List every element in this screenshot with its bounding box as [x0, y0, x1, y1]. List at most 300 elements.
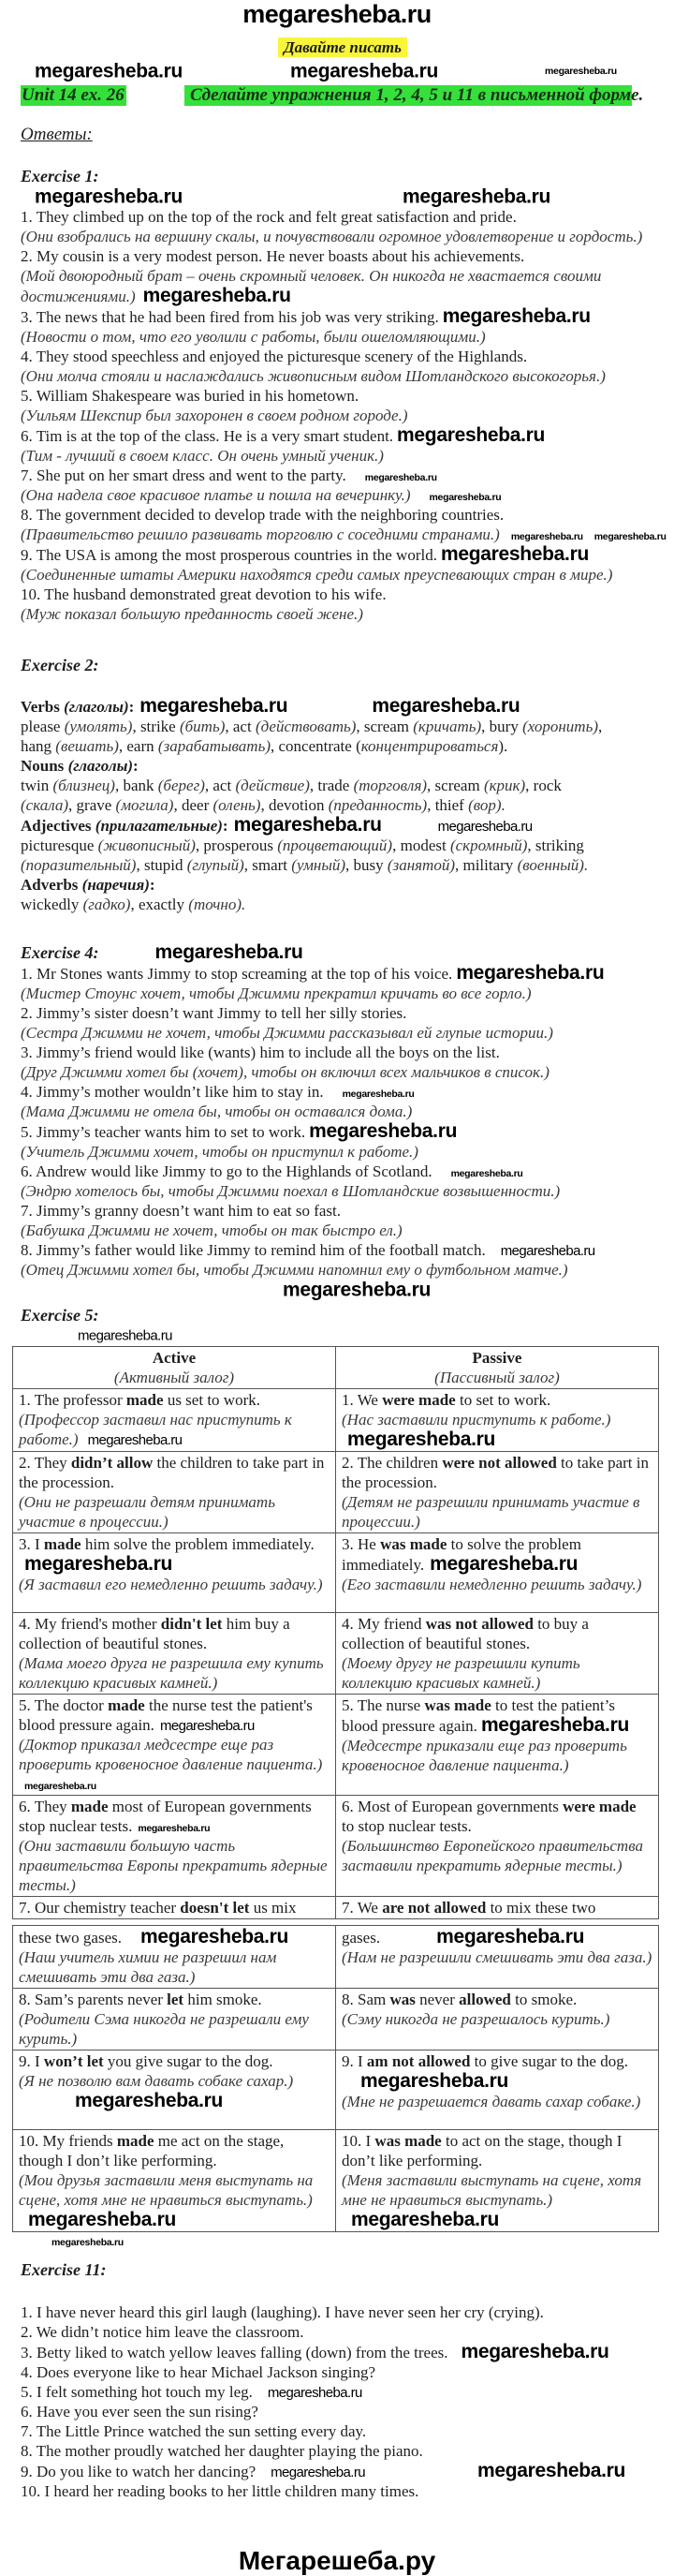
cell-translation-line: [342, 1492, 652, 1532]
cell-passive: [336, 1926, 659, 1989]
cell-english: [342, 1453, 652, 1492]
word-group-line: [21, 855, 667, 875]
watermark: megaresheba.ru: [477, 2460, 626, 2481]
text-segment: was: [389, 1991, 416, 2008]
text-segment: were made: [382, 1391, 456, 1409]
text-segment: концентрироваться: [360, 737, 499, 755]
text-segment: , act: [225, 718, 256, 735]
cell-translation-line: [342, 1410, 652, 1450]
list-item-line: [21, 2402, 667, 2421]
text-segment: am not allowed: [366, 2052, 471, 2070]
sentence-english-line: [21, 306, 667, 327]
watermark-row: [0, 1280, 674, 1300]
sentence-translation-line: [21, 1260, 667, 1280]
text-segment: the children to take part in the procession.: [19, 1454, 325, 1491]
text-segment: 9. I: [19, 2052, 44, 2070]
cell-passive: [336, 1533, 659, 1613]
sentence-translation-line: [21, 525, 667, 544]
cell-active: [13, 2050, 336, 2130]
text-segment: was made: [374, 2132, 442, 2150]
sentence-translation: (Сестра Джимми не хочет, чтобы Джимми рассказывал ей глупые истории.): [21, 1024, 553, 1042]
watermark: megaresheba.ru: [51, 2236, 124, 2248]
text-segment: (вор).: [468, 796, 506, 814]
sentence-english: 4. They stood speechless and enjoyed the picturesque scenery of the Highlands.: [21, 348, 528, 365]
text-segment: :: [149, 876, 155, 894]
text-segment: made: [116, 2132, 154, 2150]
list-item-line: [21, 2322, 667, 2342]
text-segment: him solve the problem immediately.: [81, 1535, 315, 1553]
cell-translation: (Они не разрешали детям принимать участие в процессии.): [19, 1493, 275, 1531]
cell-english: [19, 1797, 330, 1836]
text-segment: wickedly: [21, 896, 83, 913]
text-segment: to mix these two: [486, 1899, 596, 1917]
cell-translation-line: [19, 2170, 330, 2230]
cell-english: [19, 2051, 330, 2071]
cell-passive: [336, 1613, 659, 1695]
watermark: megaresheba.ru: [267, 2385, 362, 2401]
word-group-line: [21, 836, 667, 855]
watermark-row: [0, 1325, 674, 1346]
text-segment: won’t let: [43, 2052, 104, 2070]
sentence-english: 8. Jimmy’s father would like Jimmy to remind him of the football match.: [21, 1241, 486, 1259]
sentence-english-line: [21, 1162, 667, 1181]
cell-translation-line: [19, 1735, 330, 1794]
sentence-english: 9. The USA is among the most prosperous countries in the world.: [21, 546, 437, 564]
sentence-translation: (Мой двоюродный брат – очень скромный человек. Он никогда не хвастается своими достижениями.): [21, 267, 602, 305]
cell-english: [342, 1797, 652, 1836]
text-segment: made: [43, 1535, 81, 1553]
list-item-line: [21, 2461, 667, 2481]
text-segment: 6. They: [19, 1798, 71, 1815]
sentence-translation-line: [21, 227, 667, 246]
word-group-line: [21, 776, 667, 795]
watermark-row: [0, 2232, 674, 2253]
text-segment: didn’t allow: [70, 1454, 154, 1472]
watermark: megaresheba.ru: [309, 1120, 458, 1142]
exercise-5-table: [12, 1346, 659, 1919]
cell-english: [19, 1453, 330, 1492]
cell-translation: (Они заставили большую часть правительства Европы прекратить ядерные тесты.): [19, 1837, 328, 1894]
cell-active: [13, 1897, 336, 1919]
table-row: [13, 1533, 659, 1613]
list-item: 3. Betty liked to watch yellow leaves falling (down) from the trees.: [21, 2344, 448, 2361]
exercise-5-tables: [12, 1346, 658, 2232]
text-segment: , bury: [481, 718, 523, 735]
list-item: 6. Have you ever seen the sun rising?: [21, 2403, 258, 2421]
text-segment: (занятой): [387, 856, 455, 874]
list-item: [21, 1240, 667, 1280]
sentence-translation: (Соединенные штаты Америки находятся среди самых преуспевающих стран в мире.): [21, 566, 613, 584]
header-subtitle: (Пассивный залог): [434, 1369, 560, 1386]
text-segment: twin: [21, 777, 53, 794]
watermark: megaresheba.ru: [593, 531, 667, 542]
watermark: megaresheba.ru: [372, 695, 520, 717]
list-item: [21, 1082, 667, 1121]
watermark: megaresheba.ru: [290, 60, 439, 82]
text-segment: these two gases.: [19, 1929, 123, 1947]
text-segment: made: [70, 1798, 109, 1815]
sentence-translation-line: [21, 565, 667, 585]
sentence-english-line: [21, 466, 667, 485]
text-segment: 3. He: [342, 1535, 381, 1553]
text-segment: (хоронить): [522, 718, 598, 735]
cell-translation: (Нас заставили приступить к работе.): [342, 1411, 611, 1429]
text-segment: (близнец): [52, 777, 115, 794]
table-row: [13, 1989, 659, 2050]
sentence-english: 7. She put on her smart dress and went to the party.: [21, 466, 346, 484]
watermark: megaresheba.ru: [456, 962, 605, 984]
cell-english: [342, 1898, 652, 1917]
sentence-translation-line: [21, 604, 667, 624]
text-segment: (крик): [483, 777, 526, 794]
cell-passive: [336, 1796, 659, 1897]
text-segment: (действовать): [255, 718, 357, 735]
watermark: megaresheba.ru: [283, 1279, 432, 1301]
watermark: megaresheba.ru: [480, 1714, 629, 1736]
sentence-translation: (Мама Джимми не отела бы, чтобы он оставался дома.): [21, 1103, 413, 1120]
text-segment: Adjectives: [21, 817, 95, 835]
cell-translation: (Родители Сэма никогда не разрешали ему курить.): [19, 2010, 309, 2048]
watermark: megaresheba.ru: [342, 1088, 415, 1100]
word-group-line: [21, 756, 667, 776]
exercise-4-heading-row: [21, 942, 674, 963]
text-segment: , concentrate (: [270, 737, 361, 755]
sentence-translation-line: [21, 406, 667, 425]
sentence-english-line: [21, 246, 667, 266]
sentence-translation: (Муж показал большую преданность своей жене.): [21, 605, 363, 623]
assignment-instruction: Сделайте упражнения 1, 2, 4, 5 и 11 в письменной форме.: [184, 85, 632, 106]
watermark: megaresheba.ru: [138, 1823, 211, 1834]
sentence-translation: (Правительство решило развивать торговлю с соседними странами.): [21, 526, 500, 543]
word-group-line: [21, 895, 667, 914]
watermark: megaresheba.ru: [75, 2090, 224, 2111]
sentence-english: 2. Jimmy’s sister doesn’t want Jimmy to tell her silly stories.: [21, 1004, 407, 1022]
cell-english: [19, 1614, 330, 1653]
cell-english: [342, 1927, 652, 1947]
cell-translation: (Мне не разрешается давать сахар собаке.): [342, 2093, 641, 2110]
sentence-english-line: [21, 1082, 667, 1102]
sentence-translation-line: [21, 327, 667, 347]
text-segment: (прилагательные): [95, 817, 223, 835]
text-segment: 8. Sam: [342, 1991, 390, 2008]
list-item: [21, 246, 667, 306]
text-segment: to test the patient’s blood pressure again.: [342, 1696, 615, 1735]
text-segment: please: [21, 718, 65, 735]
sentence-english-line: [21, 585, 667, 604]
footer-logo[interactable]: Мегарешеба.ру: [238, 2546, 436, 2575]
watermark: megaresheba.ru: [351, 2209, 500, 2230]
watermark: megaresheba.ru: [24, 1781, 96, 1792]
sentence-translation: (Отец Джимми хотел бы, чтобы Джимми напомнил ему о футбольном матче.): [21, 1261, 568, 1279]
text-segment: , busy: [345, 856, 388, 874]
table-row: [13, 1897, 659, 1919]
list-item: [21, 347, 667, 386]
sentence-english: 6. Tim is at the top of the class. He is a very smart student.: [21, 427, 394, 445]
text-segment: , modest: [392, 836, 450, 854]
list-item: 2. We didn’t notice him leave the classroom.: [21, 2323, 304, 2341]
text-segment: , devotion: [260, 796, 329, 814]
list-item: 7. The Little Prince watched the sun setting every day.: [21, 2422, 367, 2440]
watermark: megaresheba.ru: [440, 543, 589, 565]
text-segment: him smoke.: [183, 1991, 262, 2008]
header-active: [13, 1347, 336, 1389]
text-segment: doesn't let: [180, 1899, 250, 1917]
exercise-5-heading: Exercise 5:: [21, 1306, 99, 1325]
text-segment: , stupid: [136, 856, 187, 874]
cell-translation-line: [19, 1492, 330, 1532]
section-title: Давайте писать: [278, 37, 407, 57]
cell-english: [19, 1534, 330, 1575]
sentence-english-line: [21, 1003, 667, 1023]
cell-translation-line: [19, 1836, 330, 1895]
text-segment: 2. The children: [342, 1454, 443, 1472]
text-segment: (точно).: [188, 896, 246, 913]
watermark: megaresheba.ru: [35, 60, 183, 82]
text-segment: , scream: [427, 777, 484, 794]
text-segment: 10. My friends: [19, 2132, 117, 2150]
text-segment: (процветающий): [277, 836, 393, 854]
watermark: megaresheba.ru: [429, 492, 502, 503]
exercise-1-list: [21, 207, 667, 624]
exercise-2-word-groups: [21, 696, 667, 914]
header-passive: [336, 1347, 659, 1389]
cell-english: [342, 1614, 652, 1653]
sentence-english-line: [21, 1121, 667, 1142]
cell-translation-line: [342, 1736, 652, 1775]
cell-translation-line: [342, 2009, 652, 2029]
list-item: [21, 425, 667, 466]
word-group-line: [21, 696, 667, 717]
sentence-translation-line: [21, 1102, 667, 1121]
list-item: [21, 1043, 667, 1082]
watermark-row: [0, 186, 674, 207]
exercise-4-heading: Exercise 4:: [21, 943, 99, 962]
watermark: megaresheba.ru: [24, 1553, 173, 1575]
watermark: megaresheba.ru: [403, 185, 551, 208]
text-segment: Verbs: [21, 698, 65, 716]
text-segment: 7. We: [342, 1899, 383, 1917]
cell-translation-line: [342, 2170, 652, 2230]
watermark: megaresheba.ru: [510, 531, 583, 542]
watermark: megaresheba.ru: [397, 424, 546, 446]
sentence-english-line: [21, 505, 667, 525]
text-segment: was made: [380, 1535, 447, 1553]
cell-english: [342, 2131, 652, 2170]
exercise-11-list: [21, 2302, 667, 2501]
cell-translation: (Мои друзья заставили меня выступать на сцене, хотя мне не нравиться выступать.): [19, 2171, 314, 2209]
text-segment: , smart: [243, 856, 292, 874]
exercise-11-heading: Exercise 11:: [21, 2260, 107, 2279]
text-segment: was not allowed: [425, 1615, 534, 1633]
cell-english: [342, 1990, 652, 2009]
table-row: [13, 2130, 659, 2232]
cell-english: [342, 1390, 652, 1410]
text-segment: , striking: [527, 836, 584, 854]
text-segment: to stop nuclear tests.: [342, 1817, 472, 1835]
table-header-row: [13, 1347, 659, 1389]
cell-english: [19, 1390, 330, 1410]
table-row: [13, 2050, 659, 2130]
cell-translation-line: [342, 1575, 652, 1594]
text-segment: (скромный): [449, 836, 528, 854]
sentence-english-line: [21, 347, 667, 366]
assignment-row: [0, 85, 674, 106]
site-logo[interactable]: megaresheba.ru: [242, 0, 432, 28]
cell-translation-line: [342, 1947, 652, 1967]
cell-translation-line: [19, 1575, 330, 1594]
text-segment: (живописный): [97, 836, 196, 854]
answers-heading: Ответы:: [21, 125, 93, 144]
watermark: megaresheba.ru: [347, 1429, 496, 1450]
list-item: [21, 1162, 667, 1201]
list-item: 9. Do you like to watch her dancing?: [21, 2463, 256, 2480]
sentence-translation-line: [21, 984, 667, 1003]
watermark: megaresheba.ru: [442, 305, 591, 327]
sentence-translation: (Они молча стояли и наслаждались живописным видом Шотландского высокогорья.): [21, 367, 606, 385]
text-segment: us set to work.: [163, 1391, 260, 1409]
cell-english: [19, 2131, 330, 2170]
watermark: megaresheba.ru: [271, 2465, 365, 2480]
sentence-english: 8. The government decided to develop trade with the neighboring countries.: [21, 506, 505, 524]
cell-english: [342, 2051, 652, 2092]
text-segment: (действие): [235, 777, 310, 794]
word-group-line: [21, 795, 667, 815]
sentence-translation: (Тим - лучший в своем класс. Он очень умный ученик.): [21, 447, 384, 465]
sentence-english-line: [21, 963, 667, 984]
cell-translation-line: [342, 2092, 652, 2111]
cell-english: [342, 1695, 652, 1736]
text-segment: to smoke.: [510, 1991, 578, 2008]
watermark: megaresheba.ru: [87, 1432, 183, 1448]
cell-active: [13, 1452, 336, 1533]
text-segment: , scream: [356, 718, 414, 735]
cell-english: [19, 1990, 330, 2009]
list-item: [21, 207, 667, 246]
text-segment: (гадко): [82, 896, 131, 913]
text-segment: 4. My friend: [342, 1615, 426, 1633]
list-item: [21, 386, 667, 425]
cell-active: [13, 2130, 336, 2232]
sentence-english: 6. Andrew would like Jimmy to go to the Highlands of Scotland.: [21, 1162, 432, 1180]
watermark: megaresheba.ru: [360, 2070, 509, 2092]
text-segment: , exactly: [130, 896, 189, 913]
text-segment: to take part in the procession.: [342, 1454, 649, 1491]
text-segment: , grave: [68, 796, 116, 814]
text-segment: Nouns: [21, 757, 68, 775]
sentence-translation: (Уильям Шекспир был захоронен в своем родном городе.): [21, 407, 408, 424]
list-item: 10. I heard her reading books to her little children many times.: [21, 2482, 419, 2500]
sentence-translation-line: [21, 266, 667, 306]
sentence-english-line: [21, 1043, 667, 1062]
text-segment: (вешать): [55, 737, 119, 755]
sentence-english: 1. Mr Stones wants Jimmy to stop screaming at the top of his voice.: [21, 965, 453, 983]
text-segment: 5. The nurse: [342, 1696, 425, 1714]
sentence-translation: (Бабушка Джимми не хочет, чтобы он так быстро ел.): [21, 1221, 403, 1239]
cell-translation: (Наш учитель химии не разрешил нам смешивать эти два газа.): [19, 1948, 277, 1986]
list-item: [21, 963, 667, 1003]
table-row: [13, 1452, 659, 1533]
watermark: megaresheba.ru: [78, 1327, 172, 1344]
text-segment: (глаголы): [64, 698, 129, 716]
text-segment: picturesque: [21, 836, 98, 854]
text-segment: (зарабатывать): [157, 737, 271, 755]
cell-active: [13, 1533, 336, 1613]
cell-translation: (Профессор заставил нас приступить к работе.): [19, 1411, 292, 1448]
sentence-translation: (Друг Джимми хотел бы (хочет), чтобы он включил всех мальчиков в список.): [21, 1063, 549, 1081]
cell-active: [13, 1695, 336, 1796]
text-segment: to buy a collection of beautiful stones.: [342, 1615, 589, 1652]
text-segment: , strike: [132, 718, 180, 735]
text-segment: me act on the stage, though I don’t like performing.: [19, 2132, 285, 2169]
sentence-english: 7. Jimmy’s granny doesn’t want him to eat so fast.: [21, 1202, 342, 1220]
word-group-line: [21, 736, 667, 756]
sentence-translation-line: [21, 1142, 667, 1162]
list-item-line: [21, 2362, 667, 2382]
unit-label: Unit 14 ex. 26: [21, 85, 126, 106]
text-segment: (военный).: [517, 856, 589, 874]
text-segment: you give sugar to the dog.: [103, 2052, 273, 2070]
watermark: megaresheba.ru: [140, 1926, 289, 1947]
cell-translation: (Детям не разрешили принимать участие в процессии.): [342, 1493, 640, 1531]
text-segment: made: [125, 1391, 164, 1409]
cell-passive: [336, 1452, 659, 1533]
sentence-english: 5. Jimmy’s teacher wants him to set to work.: [21, 1123, 306, 1141]
cell-translation: (Большинство Европейского правительства заставили прекратить ядерные тесты.): [342, 1837, 643, 1874]
text-segment: 2. They: [19, 1454, 71, 1472]
text-segment: were not allowed: [442, 1454, 557, 1472]
sentence-translation-line: [21, 485, 667, 505]
text-segment: , prosperous: [195, 836, 278, 854]
cell-translation: (Я заставил его немедленно решить задачу.): [19, 1576, 323, 1593]
watermark: megaresheba.ru: [35, 185, 183, 208]
cell-english: [342, 1534, 652, 1575]
text-segment: gases.: [342, 1929, 381, 1947]
watermark: megaresheba.ru: [233, 814, 382, 836]
text-segment: hang: [21, 737, 56, 755]
text-segment: (олень): [212, 796, 261, 814]
table-row: [13, 1796, 659, 1897]
list-item: [21, 306, 667, 347]
header-subtitle: (Активный залог): [113, 1369, 235, 1386]
list-item-line: [21, 2421, 667, 2441]
list-item-line: [21, 2481, 667, 2501]
sentence-translation-line: [21, 366, 667, 386]
text-segment: to set to work.: [455, 1391, 551, 1409]
text-segment: , deer: [173, 796, 213, 814]
text-segment: him buy a collection of beautiful stones.: [19, 1615, 290, 1652]
text-segment: ).: [498, 737, 508, 755]
text-segment: (преданность): [328, 796, 428, 814]
sentence-english-line: [21, 425, 667, 446]
text-segment: 4. My friend's mother: [19, 1615, 161, 1633]
text-segment: (умный): [291, 856, 346, 874]
text-segment: , military: [454, 856, 518, 874]
text-segment: :: [128, 698, 135, 716]
cell-passive: [336, 2130, 659, 2232]
cell-translation: (Моему другу не разрешили купить коллекцию красивых камней.): [342, 1654, 580, 1692]
word-group-line: [21, 815, 667, 836]
watermark: megaresheba.ru: [159, 1718, 255, 1734]
list-item: [21, 1121, 667, 1162]
sentence-translation: (Мистер Стоунс хочет, чтобы Джимми прекратил кричать во все горло.): [21, 985, 532, 1002]
cell-translation: (Его заставили немедленно решить задачу.): [342, 1576, 642, 1593]
list-item-line: [21, 2342, 667, 2362]
watermark: megaresheba.ru: [154, 941, 303, 963]
text-segment: :: [222, 817, 228, 835]
header-title: Active: [152, 1349, 197, 1367]
cell-translation: (Я не позволю вам давать собаке сахар.): [19, 2072, 294, 2090]
text-segment: ,: [598, 718, 603, 735]
